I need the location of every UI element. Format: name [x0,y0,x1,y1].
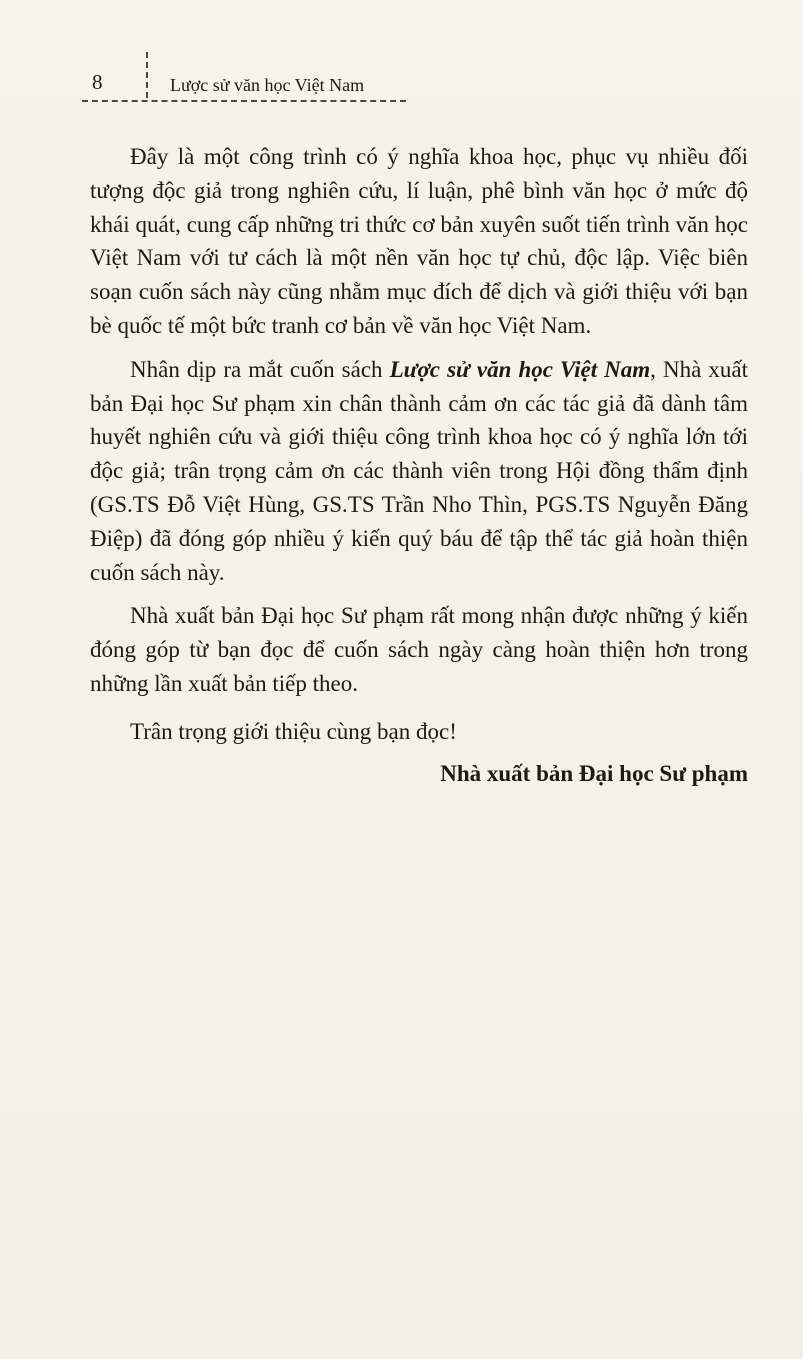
running-title: Lược sử văn học Việt Nam [170,75,365,95]
paragraph-3: Nhà xuất bản Đại học Sư phạm rất mong nhận được những ý kiến đóng góp từ bạn đọc để cuốn sách ngày càng hoàn thiện hơn trong những lần xuất bản tiếp theo. [90,603,748,696]
publisher-signature: Nhà xuất bản Đại học Sư phạm [440,760,748,786]
paragraph-1: Đây là một công trình có ý nghĩa khoa học, phục vụ nhiều đối tượng độc giả trong nghiên cứu, lí luận, phê bình văn học ở mức độ khái quát, cung cấp những tri thức cơ bản xuyên suốt tiến trình văn học Việt Nam với tư cách là một nền văn học tự chủ, độc lập. Việc biên soạn cuốn sách này cũng nhằm mục đích để dịch và giới thiệu với bạn bè quốc tế một bức tranh cơ bản về văn học Việt Nam. [90,144,748,338]
page-header [0,52,803,112]
page-body [90,140,748,790]
header-horizontal-divider [82,100,406,102]
closing-line: Trân trọng giới thiệu cùng bạn đọc! [130,718,457,744]
paragraph-2-lead: Nhân dịp ra mắt cuốn sách [130,356,390,382]
header-vertical-divider [146,52,148,98]
book-title-reference: Lược sử văn học Việt Nam [389,356,651,382]
paragraph-2-rest: , Nhà xuất bản Đại học Sư phạm xin chân thành cảm ơn các tác giả đã dành tâm huyết nghiên cứu và giới thiệu công trình khoa học có ý nghĩa lớn tới độc giả; trân trọng cảm ơn các thành viên trong Hội đồng thẩm định (GS.TS Đỗ Việt Hùng, GS.TS Trần Nho Thìn, PGS.TS Nguyễn Đăng Điệp) đã đóng góp nhiều ý kiến quý báu để tập thể tác giả hoàn thiện cuốn sách này. [90,356,748,585]
page-number: 8 [92,70,103,94]
paragraph-2 [90,353,748,590]
